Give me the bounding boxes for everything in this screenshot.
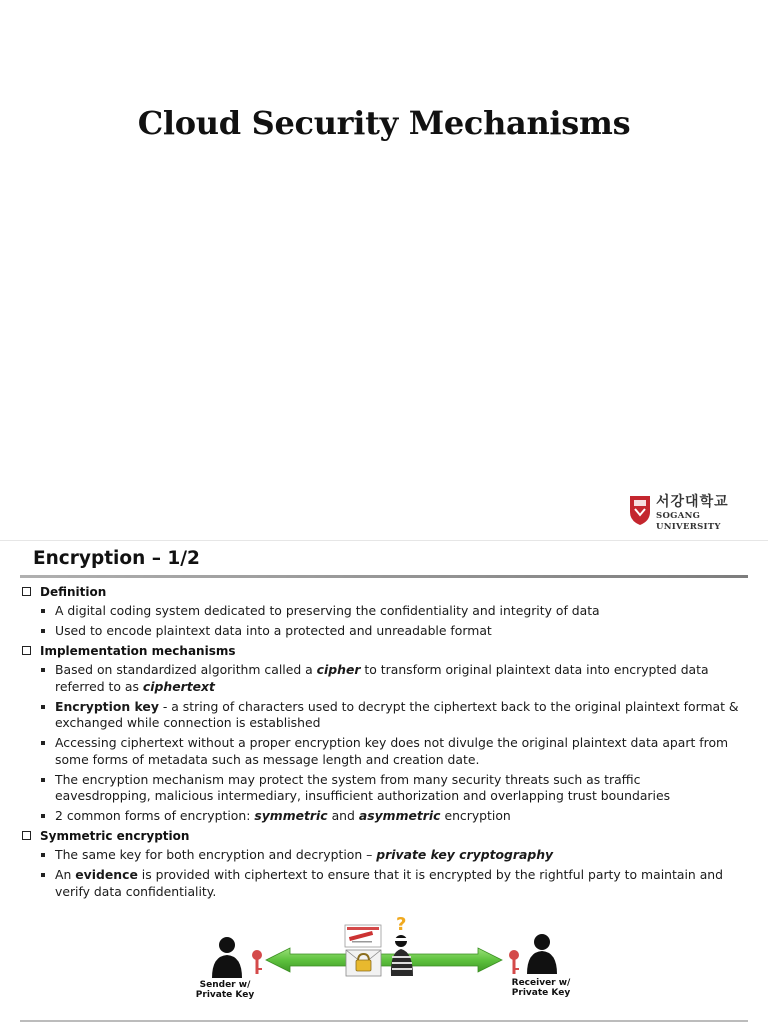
receiver-label: Receiver w/ Private Key [511, 978, 571, 998]
square-bullet-icon [41, 629, 45, 633]
list-item: Based on standardized algorithm called a cipher to transform original plaintext data into encrypted data referred to as ciphertext [20, 662, 740, 695]
logo-english-text: SOGANG UNIVERSITY [656, 511, 721, 532]
evidence-document-icon [345, 925, 381, 947]
section-heading: Symmetric encryption [20, 828, 740, 844]
shield-icon [628, 494, 652, 526]
checkbox-bullet-icon [22, 831, 31, 840]
list-item: Accessing ciphertext without a proper encryption key does not divulge the original plaintext data apart from some forms of metadata such as message length and creation date. [20, 735, 740, 768]
list-item: An evidence is provided with ciphertext to ensure that it is encrypted by the rightful party to maintain and verify data confidentiality. [20, 867, 740, 900]
heading-divider [20, 575, 748, 578]
checkbox-bullet-icon [22, 646, 31, 655]
double-arrow-icon [266, 948, 502, 972]
square-bullet-icon [41, 814, 45, 818]
sender-key-icon [252, 950, 262, 974]
square-bullet-icon [41, 741, 45, 745]
square-bullet-icon [41, 668, 45, 672]
encryption-slide [0, 540, 768, 1024]
list-item: The same key for both encryption and decryption – private key cryptography [20, 847, 740, 864]
section-heading: Definition [20, 584, 740, 600]
page-title: Cloud Security Mechanisms [137, 104, 631, 142]
question-mark-icon: ? [396, 914, 407, 935]
square-bullet-icon [41, 705, 45, 709]
list-item: Encryption key - a string of characters used to decrypt the ciphertext back to the original plaintext format & exchanged while connection is established [20, 699, 740, 732]
square-bullet-icon [41, 853, 45, 857]
list-item: Used to encode plaintext data into a protected and unreadable format [20, 623, 740, 640]
checkbox-bullet-icon [22, 587, 31, 596]
list-item: The encryption mechanism may protect the system from many security threats such as traffic eavesdropping, malicious intermediary, insufficient authorization and overlapping trust boundaries [20, 772, 740, 805]
symmetric-encryption-diagram [0, 910, 768, 1020]
bullet-list [20, 584, 740, 904]
slide-heading: Encryption – 1/2 [33, 548, 200, 569]
square-bullet-icon [41, 778, 45, 782]
sender-person-icon [212, 937, 242, 978]
receiver-person-icon [527, 934, 557, 974]
square-bullet-icon [41, 873, 45, 877]
logo-korean-text: 서강대학교 [656, 494, 729, 510]
section-heading: Implementation mechanisms [20, 643, 740, 659]
list-item: 2 common forms of encryption: symmetric and asymmetric encryption [20, 808, 740, 825]
sender-label: Sender w/ Private Key [195, 980, 255, 1000]
university-logo [628, 494, 748, 530]
square-bullet-icon [41, 609, 45, 613]
locked-envelope-icon [346, 950, 381, 976]
footer-divider [20, 1020, 748, 1022]
receiver-key-icon [509, 950, 519, 974]
list-item: A digital coding system dedicated to preserving the confidentiality and integrity of data [20, 603, 740, 620]
